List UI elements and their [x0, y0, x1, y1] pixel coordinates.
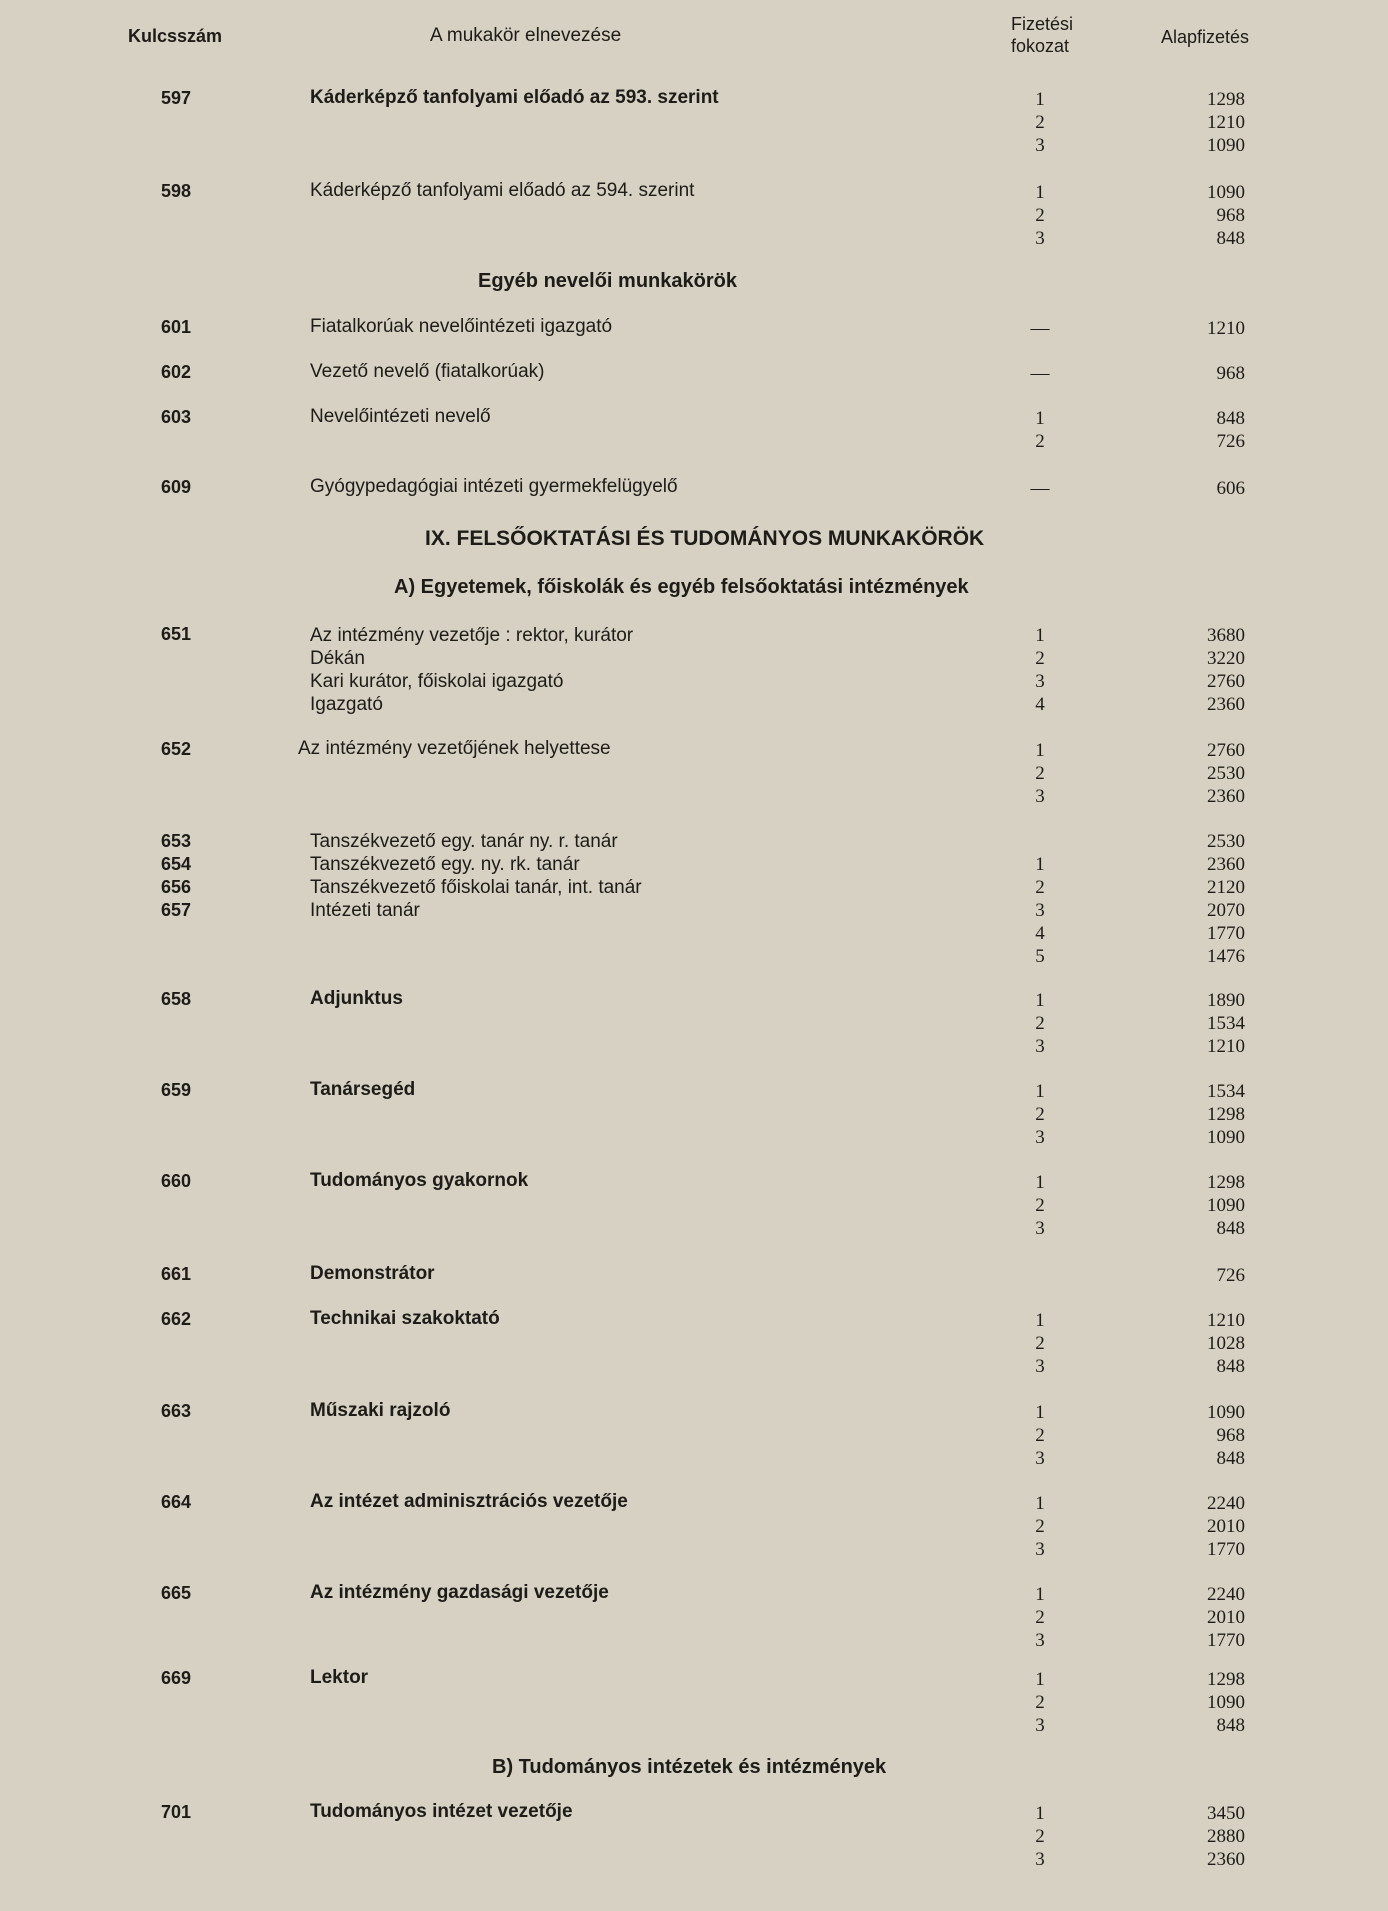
- row-titles: Tanszékvezető egy. tanár ny. r. tanár Tanszékvezető egy. ny. rk. tanár Tanszékvezető főiskolai tanár, int. tanár Intézeti tanár: [310, 831, 642, 921]
- row-title: Technikai szakoktató: [310, 1308, 500, 1329]
- row-pays: 3680 3220 2760 2360: [1207, 625, 1245, 715]
- row-pays: 1298 1090 848: [1207, 1172, 1245, 1239]
- row-code: 651: [160, 624, 192, 644]
- row-title: Fiatalkorúak nevelőintézeti igazgató: [310, 316, 613, 337]
- row-code: 602: [160, 362, 192, 382]
- section-heading: Egyéb nevelői munkakörök: [478, 270, 737, 292]
- row-title: Tudományos intézet vezetője: [310, 1801, 573, 1822]
- row-pays: 1298 1090 848: [1207, 1669, 1245, 1736]
- row-pays: 1090 968 848: [1207, 182, 1245, 249]
- row-code: 664: [160, 1492, 192, 1512]
- row-pays: 726: [1216, 1265, 1245, 1286]
- row-grades: 1 2 3 4 5: [1035, 854, 1045, 967]
- row-pays: 1534 1298 1090: [1207, 1081, 1245, 1148]
- row-pays: 2530 2360 2120 2070 1770 1476: [1207, 831, 1245, 967]
- row-title: Gyógypedagógiai intézeti gyermekfelügyelő: [310, 476, 678, 497]
- row-code: 597: [160, 88, 192, 108]
- header-fokozat-line2: fokozat: [1011, 36, 1070, 56]
- row-grades: 1 2 3: [1035, 182, 1045, 249]
- section-heading: A) Egyetemek, főiskolák és egyéb felsőoktatási intézmények: [394, 576, 969, 598]
- row-code: 609: [160, 477, 192, 497]
- row-code: 658: [160, 989, 192, 1009]
- row-pays: 606: [1216, 478, 1245, 499]
- row-pays: 2240 2010 1770: [1207, 1493, 1245, 1560]
- row-pays: 968: [1216, 363, 1245, 384]
- row-title: Nevelőintézeti nevelő: [310, 406, 491, 427]
- row-code: 603: [160, 407, 192, 427]
- row-title: Tanársegéd: [310, 1079, 416, 1100]
- row-pays: 1298 1210 1090: [1207, 89, 1245, 156]
- row-code: 660: [160, 1171, 192, 1191]
- section-heading: B) Tudományos intézetek és intézmények: [492, 1756, 887, 1778]
- row-title: Az intézet adminisztrációs vezetője: [310, 1491, 628, 1512]
- header-fokozat-line1: Fizetési: [1011, 14, 1074, 34]
- row-grades: —: [1030, 478, 1050, 499]
- row-title: Vezető nevelő (fiatalkorúak): [310, 361, 545, 382]
- row-code: 669: [160, 1668, 192, 1688]
- row-pays: 2760 2530 2360: [1207, 740, 1245, 807]
- row-codes: 653 654 656 657: [160, 831, 192, 920]
- header-alapfizetes: Alapfizetés: [1161, 27, 1250, 47]
- row-title: Adjunktus: [310, 988, 403, 1009]
- row-pays: 3450 2880 2360: [1207, 1803, 1245, 1870]
- row-grades: 1 2 3: [1035, 1402, 1045, 1469]
- row-code: 701: [160, 1802, 192, 1822]
- row-pays: 1210: [1207, 318, 1245, 339]
- row-grades: —: [1030, 318, 1050, 339]
- row-code: 665: [160, 1583, 192, 1603]
- row-grades: 1 2 3: [1035, 990, 1045, 1057]
- chapter-heading: IX. FELSŐOKTATÁSI ÉS TUDOMÁNYOS MUNKAKÖRÖK: [425, 527, 985, 550]
- row-pays: 2240 2010 1770: [1207, 1584, 1245, 1651]
- row-pays: 1090 968 848: [1207, 1402, 1245, 1469]
- row-grades: 1 2 3: [1035, 1803, 1045, 1870]
- row-grades: 1 2 3 4: [1035, 625, 1045, 715]
- row-grades: 1 2 3: [1035, 1584, 1045, 1651]
- row-title: Műszaki rajzoló: [310, 1400, 451, 1421]
- row-code: 652: [160, 739, 192, 759]
- header-elnevezes: A mukakör elnevezése: [430, 25, 622, 46]
- row-title: Káderképző tanfolyami előadó az 593. szerint: [310, 87, 719, 108]
- row-code: 598: [160, 181, 192, 201]
- row-code: 661: [160, 1264, 192, 1284]
- header-kulcsszam: Kulcsszám: [128, 26, 223, 46]
- row-code: 601: [160, 317, 192, 337]
- row-grades: 1 2 3: [1035, 1172, 1045, 1239]
- row-title: Káderképző tanfolyami előadó az 594. szerint: [310, 180, 695, 201]
- row-grades: 1 2 3: [1035, 740, 1045, 807]
- row-title: Lektor: [310, 1667, 369, 1688]
- row-grades: 1 2: [1035, 408, 1045, 452]
- row-title: Demonstrátor: [310, 1263, 435, 1284]
- row-pays: 1210 1028 848: [1207, 1310, 1245, 1377]
- row-grades: 1 2 3: [1035, 1493, 1045, 1560]
- row-grades: 1 2 3: [1035, 1669, 1045, 1736]
- row-pays: 1890 1534 1210: [1207, 990, 1245, 1057]
- row-code: 663: [160, 1401, 192, 1421]
- row-title: Az intézmény vezetőjének helyettese: [298, 738, 611, 759]
- row-grades: 1 2 3: [1035, 1081, 1045, 1148]
- row-title: Tudományos gyakornok: [310, 1170, 529, 1191]
- row-pays: 848 726: [1216, 408, 1245, 452]
- row-grades: —: [1030, 363, 1050, 384]
- row-title: Az intézmény gazdasági vezetője: [310, 1582, 609, 1603]
- row-grades: 1 2 3: [1035, 1310, 1045, 1377]
- row-grades: 1 2 3: [1035, 89, 1045, 156]
- row-code: 662: [160, 1309, 192, 1329]
- row-titles: Az intézmény vezetője : rektor, kurátor Dékán Kari kurátor, főiskolai igazgató Igazgató: [310, 625, 634, 715]
- row-code: 659: [160, 1080, 192, 1100]
